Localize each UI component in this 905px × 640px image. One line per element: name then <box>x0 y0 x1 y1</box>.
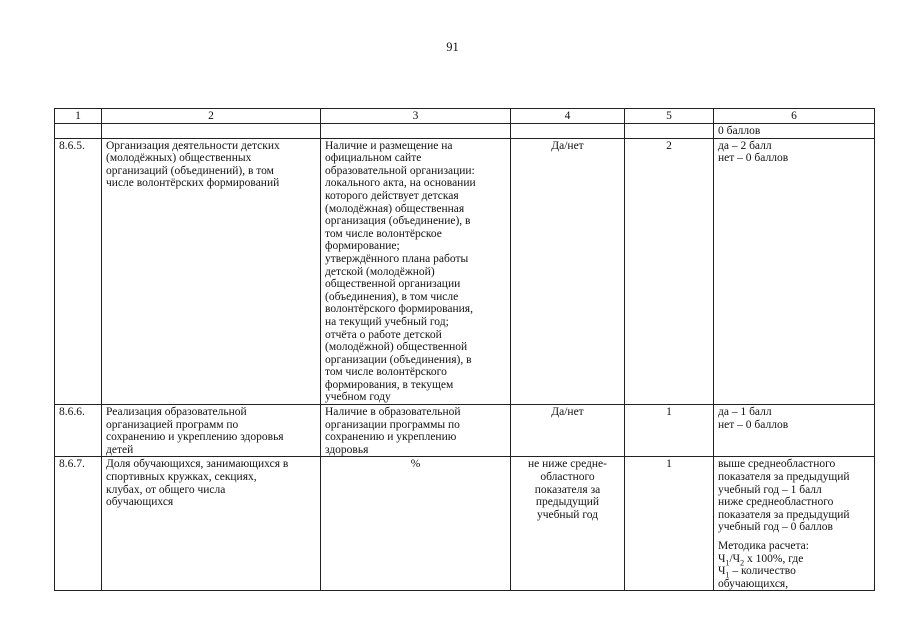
indicator-name <box>102 457 321 591</box>
cell-empty <box>511 124 625 139</box>
formula-var: /Ч <box>729 552 741 565</box>
header-col-3: 3 <box>321 109 511 124</box>
continuation-row <box>55 124 875 139</box>
text-line: здоровья <box>325 443 369 456</box>
text-line: организаций (объединений), в том <box>106 164 274 177</box>
text-line: общественной организации <box>325 278 461 291</box>
text-line: обучающихся <box>106 496 174 509</box>
page-number: 91 <box>446 40 459 54</box>
text-line: показателя за предыдущий <box>718 508 850 521</box>
text-line: Организация деятельности детских <box>106 139 280 152</box>
text-line: детей <box>106 443 134 456</box>
text-line: показателя за предыдущий <box>718 471 850 484</box>
method-definition <box>718 565 870 578</box>
header-col-2: 2 <box>102 109 321 124</box>
text-line: отчёта о работе детской <box>325 328 442 341</box>
text-line: числе волонтёрских формирований <box>106 177 280 190</box>
text-line: Наличие в образовательной <box>325 406 461 419</box>
text-line: официальном сайте <box>325 152 422 165</box>
text-line: (молодёжная) общественная <box>325 202 465 215</box>
formula-rest: x 100%, где <box>744 552 804 565</box>
text-line: детской (молодёжной) <box>325 265 435 278</box>
text-line: учебный год – 1 балл <box>718 483 822 496</box>
text-line: сохранению и укреплению <box>325 431 457 444</box>
method-last-line: обучающихся, <box>718 577 789 590</box>
text-line: выше среднеобластного <box>718 458 836 471</box>
text-line: локального акта, на основании <box>325 177 476 190</box>
text-line: организации программы по <box>325 418 460 431</box>
text-line: учебном году <box>325 391 391 404</box>
header-col-6: 6 <box>714 109 875 124</box>
header-col-4: 4 <box>511 109 625 124</box>
text-line: клубах, от общего числа <box>106 483 226 496</box>
data-source <box>321 138 511 404</box>
definition-var: Ч <box>718 565 726 578</box>
text-line: организации (объединения), в <box>325 353 472 366</box>
text-line: формирования, в текущем <box>325 378 454 391</box>
text-line: том числе волонтёрское <box>325 227 442 240</box>
text-line: Да/нет <box>551 406 584 419</box>
continuation-criteria: 0 баллов <box>714 124 875 139</box>
formula-var: Ч <box>718 552 726 565</box>
header-col-5: 5 <box>625 109 714 124</box>
data-source <box>321 457 511 591</box>
scoring-criteria <box>714 457 875 591</box>
text-line: (молодёжных) общественных <box>106 152 252 165</box>
text-line: волонтёрского формирования, <box>325 303 473 316</box>
criteria-table <box>54 108 875 591</box>
text-line: ниже среднеобластного <box>718 496 834 509</box>
row-number: 8.6.5. <box>55 138 102 404</box>
text-line: да – 1 балл <box>718 406 772 419</box>
cell-empty <box>55 124 102 139</box>
cell-empty <box>625 124 714 139</box>
text-line: том числе волонтёрского <box>325 366 447 379</box>
text-line: на текущий учебный год; <box>325 315 449 328</box>
text-line: организация (объединение), в <box>325 215 471 228</box>
text-line: (молодёжной) общественной <box>325 341 468 354</box>
definition-sub: 1 <box>725 570 730 580</box>
formula-sub: 2 <box>740 557 745 567</box>
method-formula <box>718 553 870 566</box>
table-row <box>55 457 875 591</box>
max-score: 1 <box>625 457 714 591</box>
definition-rest: – количество <box>729 565 796 578</box>
text-line: (объединения), в том числе <box>325 290 459 303</box>
text-line: нет – 0 баллов <box>718 418 789 431</box>
text-line: Реализация образовательной <box>106 406 247 419</box>
text-line: Наличие и размещение на <box>325 139 453 152</box>
method-title: Методика расчета: <box>718 540 809 552</box>
table-header-row <box>55 109 875 124</box>
text-line: утверждённого плана работы <box>325 252 469 265</box>
text-line: областного <box>540 471 595 484</box>
row-number: 8.6.7. <box>55 457 102 591</box>
text-line: учебный год <box>536 508 599 521</box>
text-line: не ниже средне- <box>528 458 607 471</box>
formula-sub: 1 <box>725 557 730 567</box>
text-line: спортивных кружках, секциях, <box>106 471 257 484</box>
text-line: показателя за <box>534 483 601 496</box>
unit-value <box>511 457 625 591</box>
text-line: Доля обучающихся, занимающихся в <box>106 458 289 471</box>
unit-value <box>511 138 625 404</box>
scoring-criteria <box>714 138 875 404</box>
criteria-lines <box>718 458 870 534</box>
row-number: 8.6.6. <box>55 405 102 457</box>
text-line: учебный год – 0 баллов <box>718 521 833 534</box>
indicator-name <box>102 405 321 457</box>
max-score: 1 <box>625 405 714 457</box>
scoring-criteria <box>714 405 875 457</box>
text-line: которого действует детская <box>325 189 459 202</box>
max-score: 2 <box>625 138 714 404</box>
text-line: предыдущий <box>535 496 600 509</box>
text-line: образовательной организации: <box>325 164 475 177</box>
text-line: да – 2 балл <box>718 139 772 152</box>
cell-empty <box>102 124 321 139</box>
header-col-1: 1 <box>55 109 102 124</box>
indicator-name <box>102 138 321 404</box>
table-row <box>55 138 875 404</box>
table-row <box>55 405 875 457</box>
unit-value <box>511 405 625 457</box>
text-line: % <box>410 458 421 471</box>
text-line: нет – 0 баллов <box>718 152 789 165</box>
cell-empty <box>321 124 511 139</box>
text-line: сохранению и укреплению здоровья <box>106 431 284 444</box>
data-source <box>321 405 511 457</box>
text-line: формирование; <box>325 240 400 253</box>
text-line: Да/нет <box>551 139 584 152</box>
text-line: организацией программ по <box>106 418 239 431</box>
